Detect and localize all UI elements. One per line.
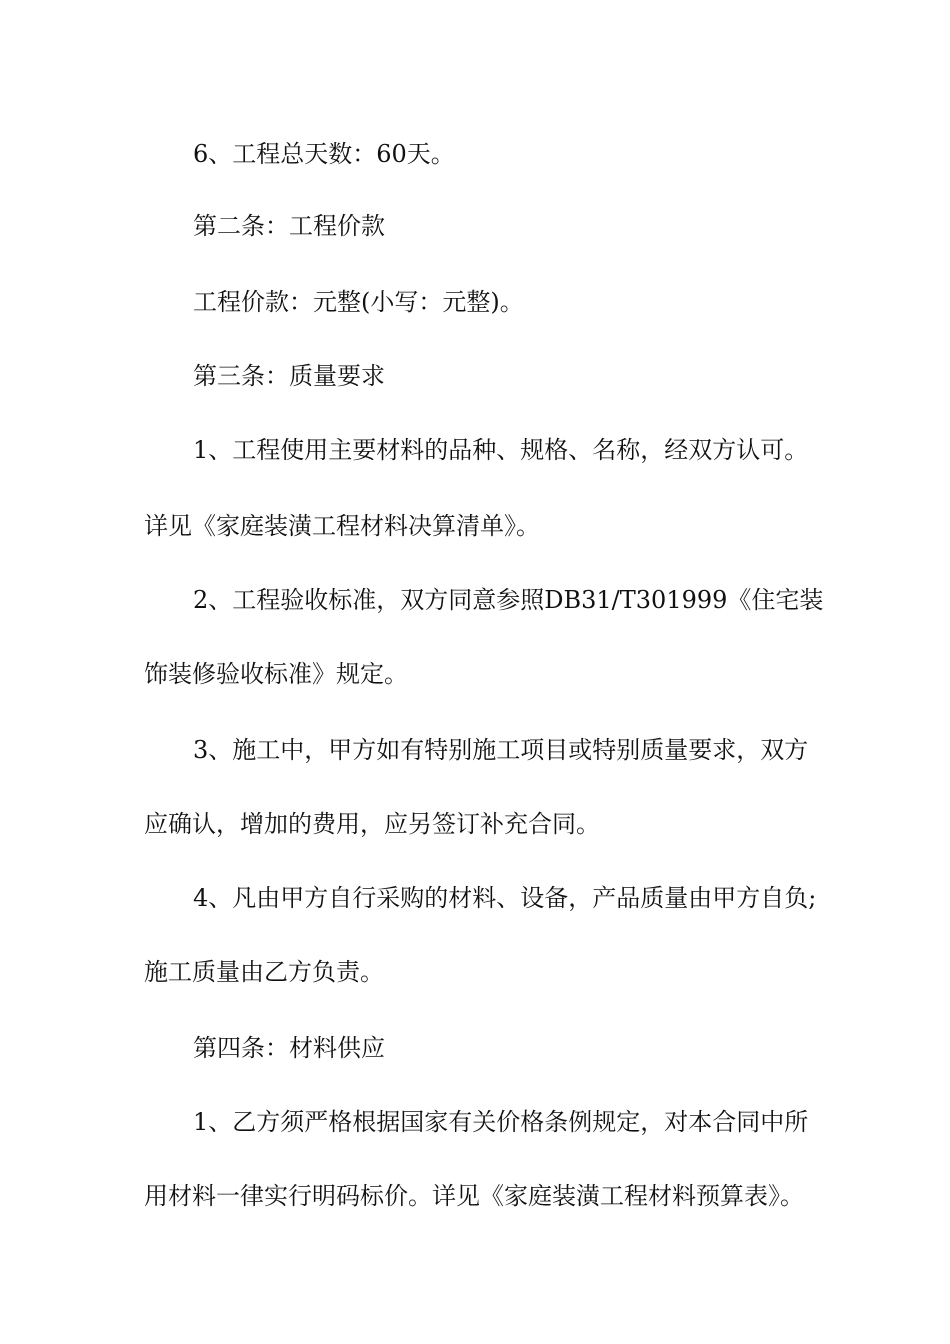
section-heading-quality: 第三条：质量要求 bbox=[193, 362, 385, 390]
clause-line-acceptance: 2、工程验收标准，双方同意参照DB31/T301999《住宅装 bbox=[193, 586, 824, 614]
clause-line-owner-procurement-cont: 施工质量由乙方负责。 bbox=[144, 958, 384, 986]
clause-line-special-items-cont: 应确认，增加的费用，应另签订补充合同。 bbox=[144, 810, 600, 838]
section-heading-price: 第二条：工程价款 bbox=[193, 212, 385, 240]
clause-line-total-days: 6、工程总天数：60天。 bbox=[193, 140, 455, 168]
clause-line-pricing-cont: 用材料一律实行明码标价。详见《家庭装潢工程材料预算表》。 bbox=[144, 1182, 804, 1210]
clause-line-acceptance-cont: 饰装修验收标准》规定。 bbox=[144, 660, 408, 688]
clause-line-materials-cont: 详见《家庭装潢工程材料决算清单》。 bbox=[144, 512, 540, 540]
clause-line-pricing: 1、乙方须严格根据国家有关价格条例规定，对本合同中所 bbox=[193, 1108, 809, 1136]
clause-line-owner-procurement: 4、凡由甲方自行采购的材料、设备，产品质量由甲方自负; bbox=[193, 884, 817, 912]
clause-line-special-items: 3、施工中，甲方如有特别施工项目或特别质量要求，双方 bbox=[193, 736, 809, 764]
section-heading-material-supply: 第四条：材料供应 bbox=[193, 1034, 385, 1062]
clause-line-price: 工程价款：元整(小写：元整)。 bbox=[193, 288, 524, 316]
clause-line-materials: 1、工程使用主要材料的品种、规格、名称，经双方认可。 bbox=[193, 436, 809, 464]
